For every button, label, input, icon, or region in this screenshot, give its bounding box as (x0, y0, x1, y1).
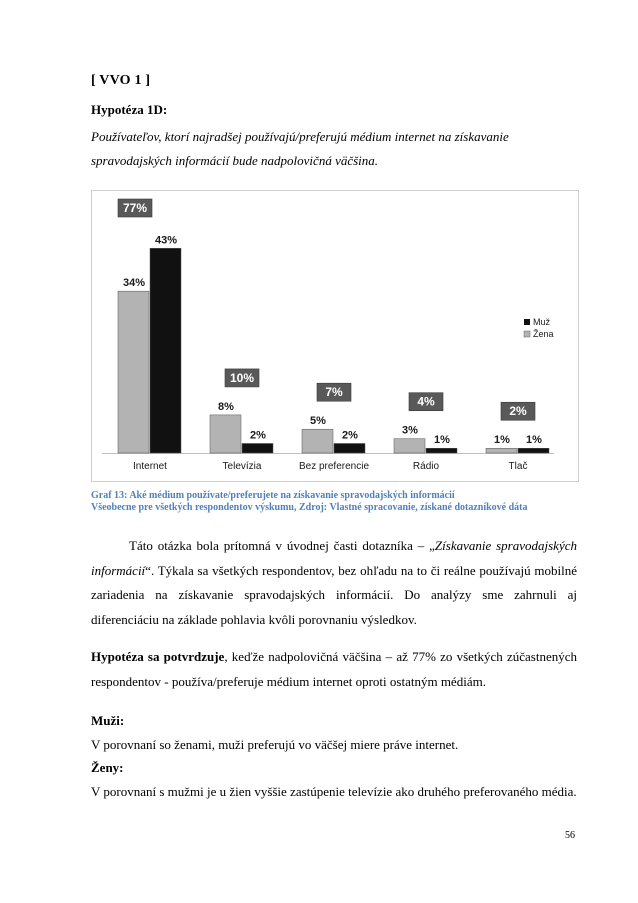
women-text: V porovnaní s mužmi je u žien vyššie zastúpenie televízie ako druhého preferovaného média. (91, 784, 577, 799)
data-label: 1% (494, 434, 510, 447)
figure-caption-source: Všeobecne pre všetkých respondentov výskumu, Zdroj: Vlastné spracovanie, získané dotazníkové dáta (91, 502, 528, 513)
category-label: Televízia (222, 461, 262, 472)
data-label: 5% (310, 415, 326, 428)
bar-rádio-muz (426, 448, 457, 453)
category-label: Internet (133, 461, 167, 472)
conclusion-text: , keďže nadpolovičná väčšina – až 77% zo všetkých zúčastnených respondentov - používa/preferuje médium internet oproti ostatným médiám. (91, 649, 577, 689)
bar-tlač-muz (518, 448, 549, 453)
bar-bez-preferencie-zena (302, 429, 333, 453)
bar-rádio-zena (394, 439, 425, 453)
bar-internet-zena (118, 291, 149, 453)
data-label: 1% (526, 434, 542, 447)
total-label: 7% (325, 385, 343, 400)
questionnaire-section-name: Získavanie spravodajských informácií (91, 538, 577, 578)
total-label: 77% (122, 201, 148, 215)
data-label: 8% (218, 400, 234, 413)
paragraph-intro (91, 534, 577, 632)
legend-label-zena: Žena (533, 329, 554, 339)
bar-televízia-zena (210, 415, 241, 453)
bar-televízia-muz (242, 443, 273, 453)
hypothesis-text: Používateľov, ktorí najradšej používajú/preferujú médium internet na získavanie spravodajských informácií bude nadpolovičná väčšina. (91, 129, 509, 168)
conclusion-lead: Hypotéza sa potvrdzuje (91, 649, 225, 664)
legend-swatch-muz (524, 319, 530, 325)
paragraph-intro-part2: “. Týkala sa všetkých respondentov, bez ohľadu na to či reálne používajú mobilné zariadenia na získavanie spravodajských informácií. Do analýzy sme zahrnuli aj diferenciáciu na základe pohlavia kvôli porovnaniu výsledkov. (91, 562, 577, 627)
men-text: V porovnaní so ženami, muži preferujú vo väčšej miere práve internet. (91, 737, 459, 752)
category-label: Rádio (412, 461, 440, 472)
bar-internet-muz (150, 248, 181, 453)
data-label: 43% (154, 234, 178, 247)
data-label: 1% (434, 434, 450, 447)
page-number: 56 (565, 830, 575, 841)
total-label: 2% (509, 404, 527, 419)
bar-bez-preferencie-muz (334, 443, 365, 453)
section-heading: [ VVO 1 ] (91, 73, 151, 88)
total-label: 4% (417, 394, 435, 409)
paragraph-intro-part1: Táto otázka bola prítomná v úvodnej časti dotazníka – „ (129, 538, 435, 553)
data-label: 2% (250, 429, 266, 442)
total-label: 10% (229, 370, 255, 385)
chart-frame (91, 190, 579, 482)
legend-label-muz: Muž (533, 317, 551, 327)
legend-swatch-zena (524, 331, 530, 337)
paragraph-conclusion (91, 645, 577, 694)
category-label: Bez preferencie (298, 461, 370, 472)
bar-tlač-zena (486, 448, 517, 453)
hypothesis-title: Hypotéza 1D: (91, 102, 168, 117)
data-label: 2% (342, 429, 358, 442)
women-heading: Ženy: (91, 760, 124, 775)
men-heading: Muži: (91, 713, 125, 728)
bar-chart (92, 191, 578, 481)
data-label: 34% (122, 277, 146, 290)
figure-caption-title: Graf 13: Aké médium používate/preferujete na získavanie spravodajských informácií (91, 490, 455, 501)
data-label: 3% (402, 424, 418, 437)
category-label: Tlač (508, 461, 528, 472)
